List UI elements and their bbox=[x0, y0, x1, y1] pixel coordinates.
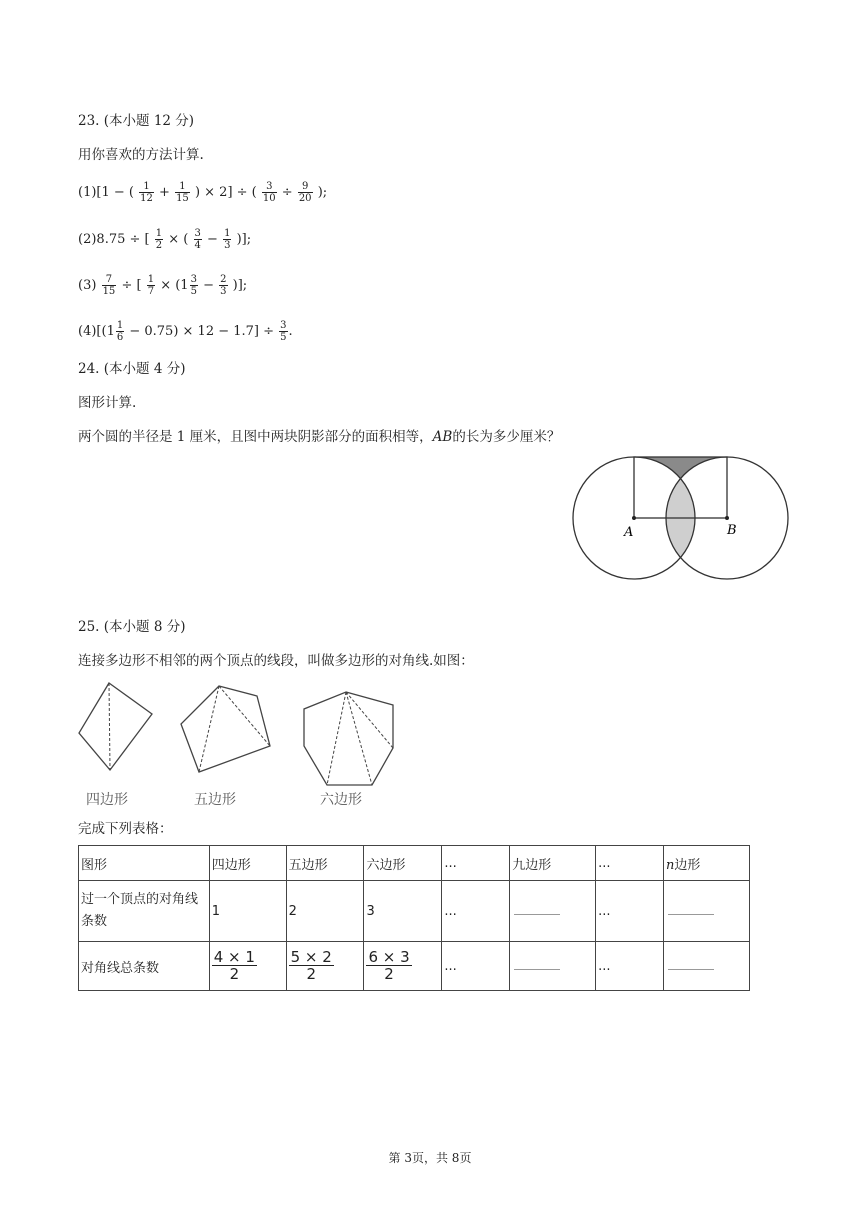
q25-header: 25. (本小题 8 分) bbox=[78, 619, 186, 635]
table-cell: $\frac{6 \times 3}{2}$ bbox=[364, 942, 442, 991]
table-cell: ... bbox=[442, 881, 510, 942]
page-footer: 第 3页，共 8页 bbox=[388, 1151, 472, 1165]
q23-header: 23. (本小题 12 分) bbox=[78, 113, 195, 129]
label-hexagon: 六边形 bbox=[320, 792, 362, 808]
table-cell: 2 bbox=[286, 881, 364, 942]
table-row bbox=[79, 846, 750, 881]
label-b: B bbox=[727, 523, 737, 538]
answer-blank[interactable] bbox=[664, 881, 750, 942]
hex-diagonal-1 bbox=[346, 692, 393, 748]
label-pentagon: 五边形 bbox=[194, 792, 236, 808]
quad-diagonal bbox=[109, 683, 110, 770]
top-shaded-region bbox=[634, 457, 727, 478]
hexagon bbox=[304, 692, 393, 785]
pentagon bbox=[181, 686, 270, 772]
table-cell: 过一个顶点的对角线条数 bbox=[79, 881, 210, 942]
q23-problem-2: (2)8.75 ÷ [ $\frac{1}{2}$ × ( $\frac{3}{4}$ − $\frac{1}{3}$ )]; bbox=[78, 228, 252, 251]
answer-blank[interactable] bbox=[664, 942, 750, 991]
table-header-cell: 四边形 bbox=[209, 846, 286, 881]
q23-problem-3: (3) $\frac{7}{15}$ ÷ [ $\frac{1}{7}$ × (1 $\frac{3}{5}$ − $\frac{2}{3}$ )]; bbox=[78, 274, 248, 297]
table-header-cell: 五边形 bbox=[286, 846, 364, 881]
table-cell: 对角线总条数 bbox=[79, 942, 210, 991]
table-row bbox=[79, 881, 750, 942]
point-a bbox=[632, 516, 636, 520]
table-header-cell: 六边形 bbox=[364, 846, 442, 881]
table-cell: ... bbox=[442, 942, 510, 991]
hex-diagonal-3 bbox=[327, 692, 346, 785]
table-row bbox=[79, 942, 750, 991]
q25-table-intro: 完成下列表格： bbox=[78, 821, 173, 837]
q23-problem-4: (4)[(1 $\frac{1}{6}$ − 0.75) × 12 − 1.7] ÷ $\frac{3}{5}$ . bbox=[78, 320, 293, 343]
table-cell: $\frac{4 \times 1}{2}$ bbox=[209, 942, 286, 991]
pent-diagonal-2 bbox=[199, 686, 219, 772]
polygons-figure bbox=[74, 676, 414, 812]
table-cell: ... bbox=[596, 942, 664, 991]
table-header-cell: 图形 bbox=[79, 846, 210, 881]
table-header-cell: ... bbox=[596, 846, 664, 881]
table-header-cell: 九边形 bbox=[510, 846, 596, 881]
label-quadrilateral: 四边形 bbox=[86, 792, 128, 808]
q25-intro: 连接多边形不相邻的两个顶点的线段，叫做多边形的对角线.如图： bbox=[78, 653, 474, 669]
q24-instruction: 图形计算. bbox=[78, 395, 137, 411]
table-header-cell: n边形 bbox=[664, 846, 750, 881]
hex-diagonal-2 bbox=[346, 692, 372, 785]
q23-problem-1: (1)[1 − ( $\frac{1}{12}$ + $\frac{1}{15}$ ) × 2] ÷ ( $\frac{3}{10}$ ÷ $\frac{9}{20}$ ); bbox=[78, 181, 328, 204]
q24-question: 两个圆的半径是 1 厘米，且图中两块阴影部分的面积相等，AB的长为多少厘米？ bbox=[78, 429, 561, 445]
quadrilateral bbox=[79, 683, 152, 770]
table-cell: $\frac{5 \times 2}{2}$ bbox=[286, 942, 364, 991]
label-a: A bbox=[624, 525, 634, 540]
table-cell: 1 bbox=[209, 881, 286, 942]
table-header-cell: ... bbox=[442, 846, 510, 881]
answer-blank[interactable] bbox=[510, 942, 596, 991]
q23-instruction: 用你喜欢的方法计算. bbox=[78, 147, 204, 163]
two-circles-figure bbox=[570, 454, 790, 584]
table-cell: ... bbox=[596, 881, 664, 942]
table-cell: 3 bbox=[364, 881, 442, 942]
q24-header: 24. (本小题 4 分) bbox=[78, 361, 186, 377]
point-b bbox=[725, 516, 729, 520]
diagonal-table bbox=[78, 845, 750, 991]
answer-blank[interactable] bbox=[510, 881, 596, 942]
